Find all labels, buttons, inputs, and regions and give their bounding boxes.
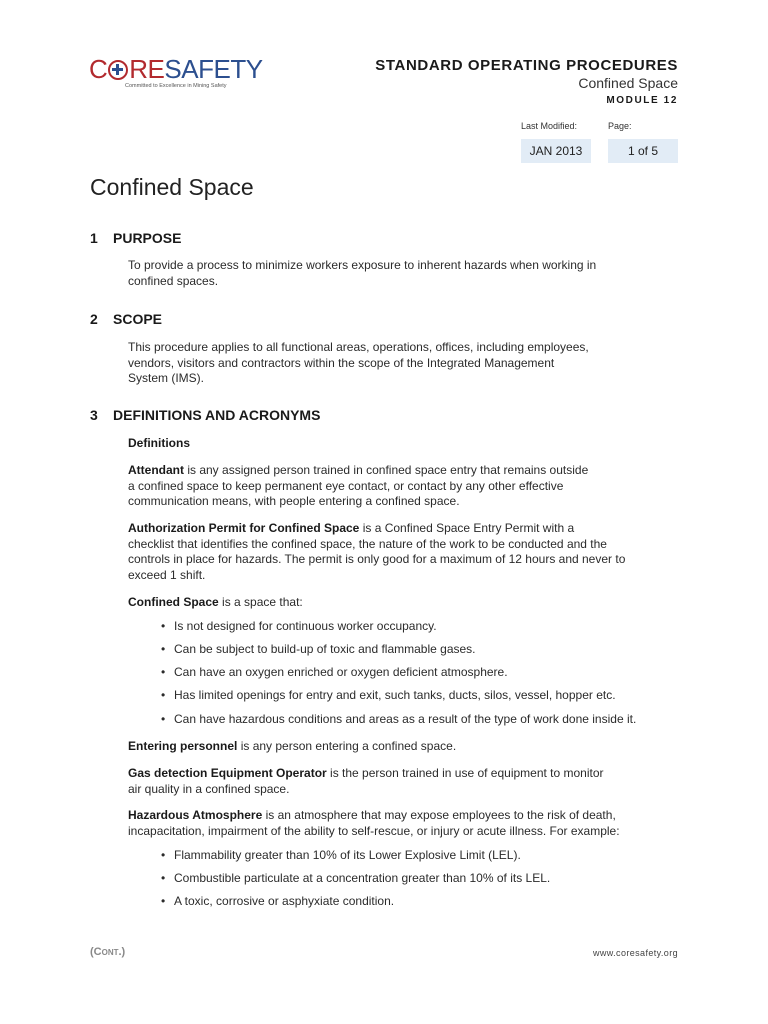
definition-gas-detection-operator: Gas detection Equipment Operator is the person trained in use of equipment to monitor air quality in a confined space.: [128, 766, 604, 796]
term-label: Attendant: [128, 463, 184, 477]
section-heading-definitions: DEFINITIONS AND ACRONYMS: [113, 407, 321, 423]
term-label: Hazardous Atmosphere: [128, 808, 263, 822]
section-number: 3: [90, 407, 98, 423]
footer-website-link[interactable]: www.coresafety.org: [592, 948, 678, 958]
continued-label: (Cont.): [90, 946, 126, 958]
term-label: Entering personnel: [128, 739, 238, 753]
header-module: MODULE 12: [606, 95, 678, 106]
list-item: • Can have an oxygen enriched or oxygen deficient atmosphere.: [162, 665, 508, 679]
header-title: STANDARD OPERATING PROCEDURES: [375, 57, 678, 74]
definition-attendant: Attendant is any assigned person trained in confined space entry that remains outside a confined space to keep permanent eye contact, or contact by any other effective communication means, with people entering a confined space.: [128, 463, 589, 509]
section-number: 2: [90, 311, 98, 327]
logo-wordmark: C RESAFETY: [89, 54, 263, 84]
page-value: 1 of 5: [608, 139, 678, 163]
last-modified-label: Last Modified:: [521, 121, 578, 131]
page-label: Page:: [608, 121, 632, 131]
document-title: Confined Space: [90, 174, 254, 200]
list-item: • Can be subject to build-up of toxic and flammable gases.: [162, 642, 476, 656]
definition-hazardous-atmosphere: Hazardous Atmosphere is an atmosphere that may expose employees to the risk of death, incapacitation, impairment of the ability to self-rescue, or injury or acute illness. For example:: [128, 808, 620, 838]
cross-circle-icon: [108, 60, 128, 80]
definition-confined-space: Confined Space is a space that:: [128, 595, 303, 609]
term-label: Gas detection Equipment Operator: [128, 766, 327, 780]
section-heading-purpose: PURPOSE: [113, 230, 182, 246]
list-item: • Can have hazardous conditions and areas as a result of the type of work done inside it.: [162, 712, 636, 726]
purpose-text: To provide a process to minimize workers exposure to inherent hazards when working in confined spaces.: [128, 258, 597, 288]
list-item: • Combustible particulate at a concentration greater than 10% of its LEL.: [162, 871, 550, 885]
coresafety-logo: [89, 54, 269, 94]
section-heading-scope: SCOPE: [113, 311, 163, 327]
term-label: Confined Space: [128, 595, 219, 609]
section-number: 1: [90, 230, 98, 246]
definition-entering-personnel: Entering personnel is any person entering a confined space.: [128, 739, 457, 753]
scope-text: This procedure applies to all functional areas, operations, offices, including employees, vendors, visitors and contractors within the scope of the Integrated Management System (IMS).: [128, 340, 589, 386]
list-item: • Has limited openings for entry and exit, such tanks, ducts, silos, vessel, hopper etc.: [162, 688, 616, 702]
definitions-subheading: Definitions: [128, 436, 190, 450]
list-item: • Flammability greater than 10% of its Lower Explosive Limit (LEL).: [162, 848, 521, 862]
list-item: • A toxic, corrosive or asphyxiate condition.: [162, 894, 394, 908]
header-subtitle: Confined Space: [578, 75, 678, 91]
list-item: • Is not designed for continuous worker occupancy.: [162, 619, 437, 633]
last-modified-value: JAN 2013: [521, 139, 591, 163]
logo-tagline: Committed to Excellence in Mining Safety: [125, 83, 227, 89]
definition-authorization-permit: Authorization Permit for Confined Space is a Confined Space Entry Permit with a checklist that identifies the confined space, the nature of the work to be conducted and the controls in place for hazards. The permit is only good for a maximum of 12 hours and never to exceed 1 shift.: [128, 521, 626, 582]
term-label: Authorization Permit for Confined Space: [128, 521, 360, 535]
